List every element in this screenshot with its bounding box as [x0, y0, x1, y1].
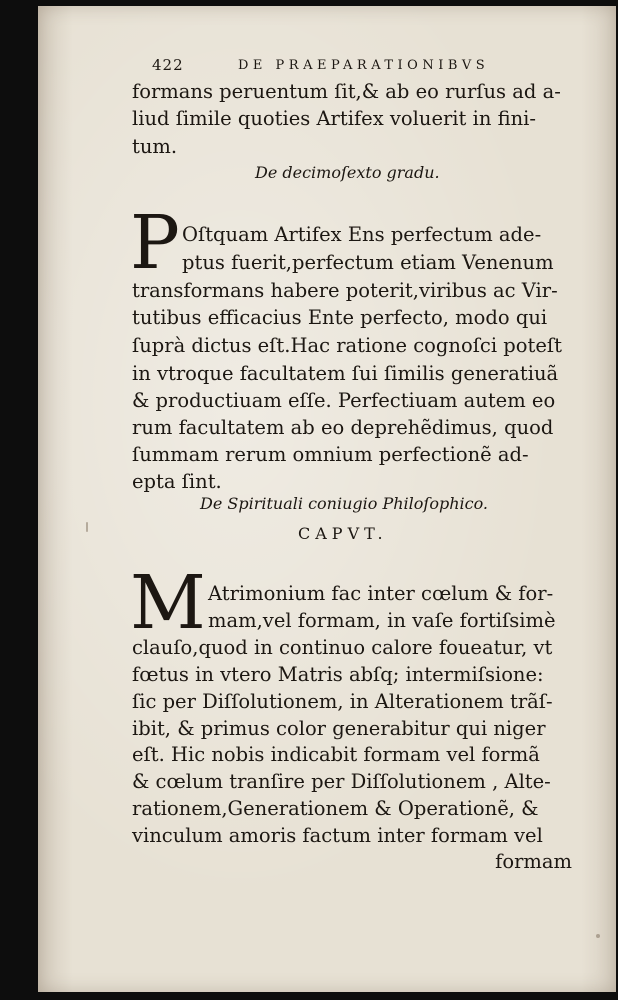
- text-line: & cœlum tranſire per Diſſolutionem , Alte-: [132, 770, 551, 793]
- text-line: ſummam rerum omnium perfectionẽ ad-: [132, 443, 529, 466]
- page-number: 422: [152, 56, 184, 74]
- text-line: ſuprà dictus eſt.Hac ratione cognoſci poteſt: [132, 334, 562, 357]
- text-line: epta ſint.: [132, 470, 222, 493]
- text-line: Oſtquam Artifex Ens perfectum ade-: [182, 223, 542, 246]
- text-line: ibit, & primus color generabitur qui niger: [132, 717, 546, 740]
- text-line: rum facultatem ab eo deprehẽdimus, quod: [132, 416, 554, 439]
- drop-cap-m: M: [130, 560, 206, 646]
- text-line: Atrimonium fac inter cœlum & for-: [208, 582, 554, 605]
- chapter-label: CAPVT.: [298, 524, 388, 543]
- text-line: fœtus in vtero Matris abſq; intermiſsione:: [132, 663, 544, 686]
- text-line: formans peruentum ſit,& ab eo rurſus ad a-: [132, 80, 561, 103]
- text-line: tutibus efficacius Ente perfecto, modo qui: [132, 306, 548, 329]
- running-title: DE PRAEPARATIONIBVS: [238, 58, 490, 73]
- section-heading: De decimoſexto gradu.: [255, 163, 440, 182]
- text-line: tum.: [132, 135, 178, 158]
- text-line: eſt. Hic nobis indicabit formam vel formã: [132, 743, 540, 766]
- text-line: ſic per Diſſolutionem, in Alterationem trãſ-: [132, 690, 553, 713]
- text-line: vinculum amoris factum inter formam vel: [132, 824, 543, 847]
- text-line: in vtroque facultatem ſui ſimilis generatiuã: [132, 362, 559, 385]
- text-line: ptus fuerit,perfectum etiam Venenum: [182, 251, 554, 274]
- text-line: clauſo,quod in continuo calore foueatur, vt: [132, 636, 553, 659]
- paper-mark: [86, 522, 88, 532]
- text-line: & productiuam eſſe. Perfectiuam autem eo: [132, 389, 556, 412]
- ink-speck: [596, 934, 600, 938]
- catchword: formam: [495, 850, 572, 873]
- text-line: rationem,Generationem & Operationẽ, &: [132, 797, 539, 820]
- text-line: liud ſimile quoties Artifex voluerit in fini-: [132, 107, 536, 130]
- text-line: transformans habere poterit,viribus ac Vir-: [132, 279, 558, 302]
- drop-cap-p: P: [130, 200, 180, 286]
- text-line: mam,vel formam, in vaſe fortiſsimè: [208, 609, 556, 632]
- section-heading: De Spirituali coniugio Philoſophico.: [200, 494, 489, 513]
